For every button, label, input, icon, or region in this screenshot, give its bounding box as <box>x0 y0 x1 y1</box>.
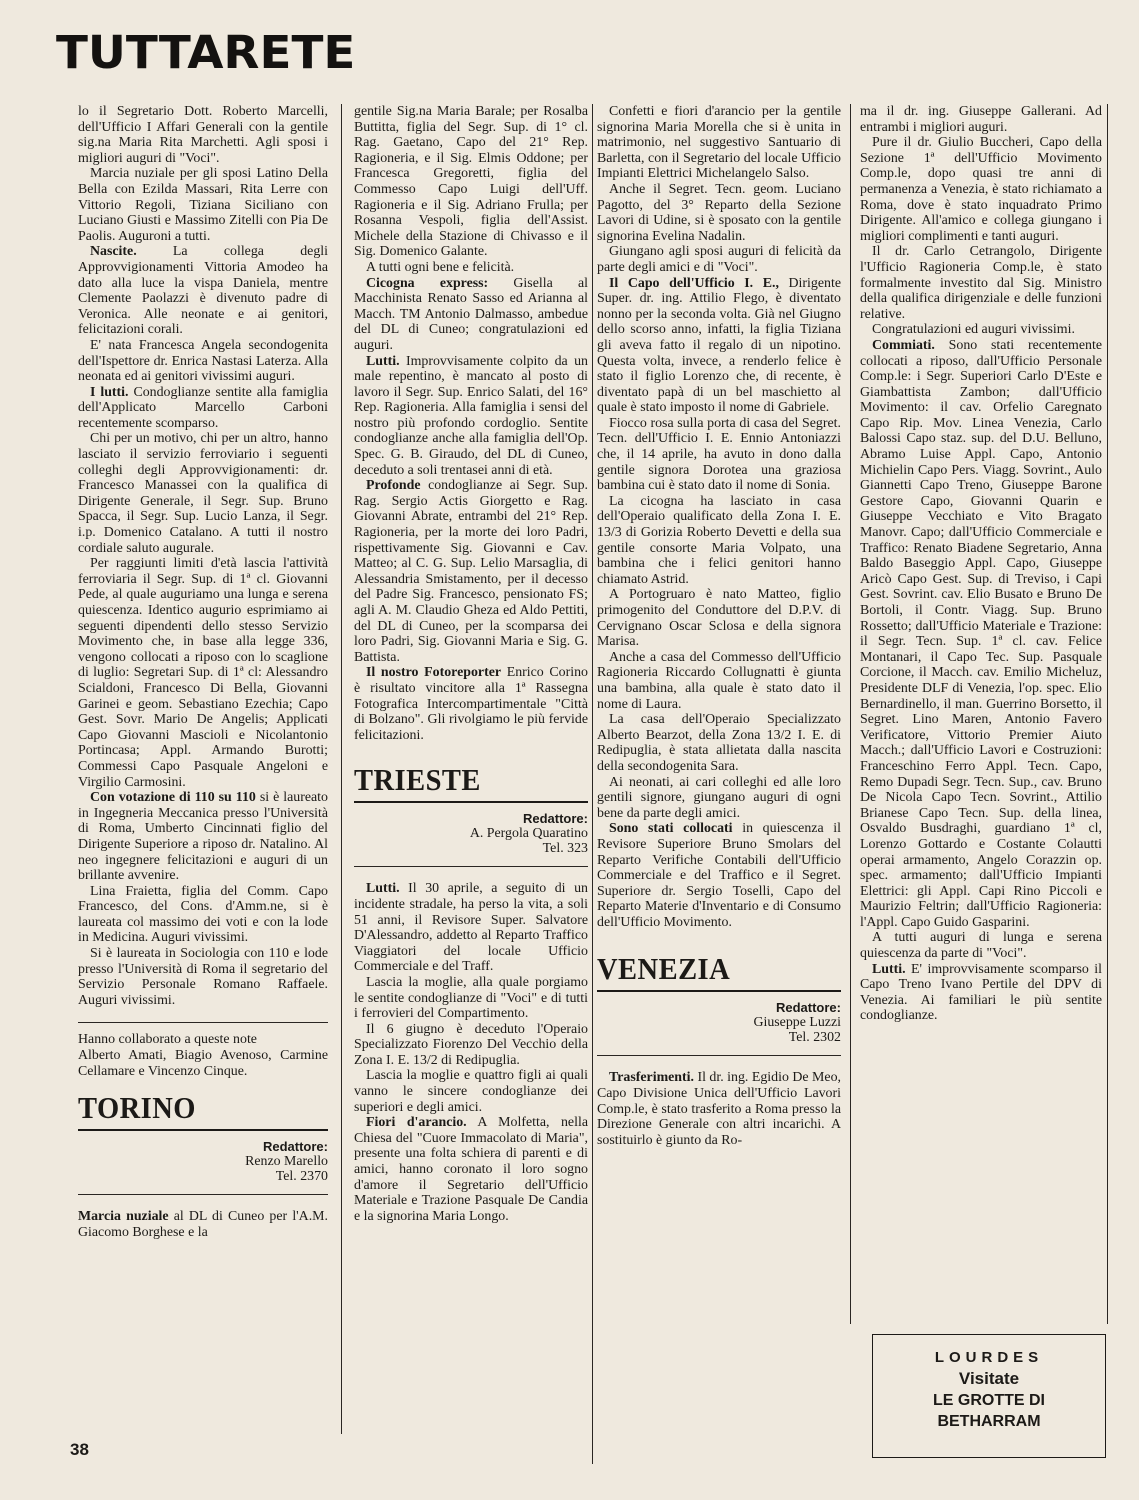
section-rule <box>354 801 588 803</box>
page-number: 38 <box>70 1440 89 1459</box>
paragraph-text: Anche il Segret. Tecn. geom. Luciano Pagotto, del 3° Reparto della Sezione Lavori di Udine, si è sposato con la gentile signorina Evelina Nadalin. <box>597 181 841 244</box>
divider-rule <box>78 1194 328 1195</box>
paragraph <box>78 431 328 556</box>
paragraph-text: Congratulazioni ed auguri vivissimi. <box>872 322 1075 338</box>
paragraph-lead: Profonde <box>366 478 421 494</box>
paragraph-text: A tutti ogni bene e felicità. <box>366 259 515 275</box>
paragraph <box>597 276 841 416</box>
paragraph-text: Gisella al Macchinista Renato Sasso ed Arianna al Macch. TM Antonio Dalmasso, ambedue del DL di Cuneo; congratulazioni ed auguri. <box>354 275 588 353</box>
paragraph-lead: Fiori d'arancio. <box>366 1115 467 1131</box>
paragraph-text: Per raggiunti limiti d'età lascia l'attività ferroviaria il Segr. Sup. di 1ª cl. Giovanni Pede, al quale auguriamo una lunga e serena quiescenza. Identico augurio esprimiamo ai seguenti dipendenti dello stesso Servizio Movimento che, in base alla legge 336, vengono collocati a riposo con lo scaglione di luglio: Segretari Sup. di 1ª cl: Alessandro Scialdoni, Francesco Di Bella, Giovanni Garinei e geom. Sebastiano Ezechia; Capo Gest. Sovr. Mario De Angelis; Applicati Capo Giovanni Mascioli e Nicolantonio Portincasa; Appl. Armando Burotti; Commessi Capo Pasquale Angeloni e Virgilio Carmosini. <box>78 556 328 790</box>
redattore-box <box>354 811 588 856</box>
paragraph-text: Il 30 aprile, a seguito di un incidente stradale, ha perso la vita, a soli 51 anni, il Revisore Super. Salvatore D'Alessandro, addetto al Reparto Traffico Viaggiatori del locale Ufficio Commerciale e del Traff. <box>354 881 588 975</box>
paragraph-text: A Molfetta, nella Chiesa del "Cuore Immacolato di Maria", presente una folta schiera di parenti e di amici, hanno coronato il loro sogno d'amore il Segretario dell'Ufficio Materiale e Trazione Pasquale De Candia e la signorina Maria Longo. <box>354 1115 588 1224</box>
paragraph-text: ma il dr. ing. Giuseppe Gallerani. Ad entrambi i migliori auguri. <box>860 104 1102 135</box>
paragraph <box>354 881 588 975</box>
paragraph <box>597 182 841 244</box>
paragraph <box>597 650 841 712</box>
paragraph-text: condoglianze ai Segr. Sup. Rag. Sergio Actis Giorgetto e Rag. Giovanni Abrate, entrambi del 21° Rep. Ragioneria, per la morte dei loro Padri, rispettivamente Sig. Giovanni e Cav. Matteo; al C. G. Sup. Lelio Marsaglia, di Alessandria Smistamento, per il decesso del Padre Sig. Francesco, pensionato FS; agli A. M. Claudio Gheza ed Aldo Pettiti, del DL di Cuneo, per la scomparsa dei loro Padri, Sig. Giovanni Maria e Sig. G. Battista. <box>354 478 588 665</box>
paragraph-lead: Lutti. <box>872 961 906 977</box>
redattore-label: Redattore: <box>262 1139 328 1155</box>
paragraph-lead: I lutti. <box>90 384 129 400</box>
paragraph <box>78 244 328 338</box>
paragraph-text: E' nata Francesca Angela secondogenita dell'Ispettore dr. Enrica Nastasi Laterza. Alla neonata ed ai genitori vivissimi auguri. <box>78 337 328 385</box>
redattore-name: A. Pergola Quaratino <box>469 826 588 842</box>
paragraph-lead: Lutti. <box>366 881 400 897</box>
trieste-paragraphs <box>354 881 588 1224</box>
torino-paragraph <box>78 1209 328 1240</box>
redattore-tel: Tel. 2302 <box>788 1030 841 1046</box>
paragraph-text: Il 6 giugno è deceduto l'Operaio Specializzato Fiorenzo Del Vecchio della Zona I. E. 13/2 di Redipuglia. <box>354 1021 588 1068</box>
paragraph-text: al DL di Cuneo per l'A.M. Giacomo Borghese e la <box>78 1209 329 1240</box>
paragraph-text: Sono stati recentemente collocati a riposo, dall'Ufficio Personale Comp.le: i Segr. Superiori Carlo D'Este e Giambattista Zambon; dall'Ufficio Movimento: il cav. Orfelio Caregnato Capo Rip. Mov. Linea Venezia, Carlo Balossi Capo staz. sup. del D.U. Belluno, Abramo Luise Appl. Capo, Antonio Michielin Capo Pers. Viagg. Sovrint., Aulo Giannetti Capo Treno, Giuseppe Barone Gestore Capo, Giovanni Quarin e Giuseppe Vecchiato e Vito Bragato Manovr. Capo; dall'Ufficio Commerciale e Traffico: Renato Biadene Segretario, Anna Baldo Baseggio Appl. Capo, Giuseppe Aricò Capo Gest. Sup. di Treviso, i Capi Gest. Sovrint. cav. Elio Busato e Bruno De Bortoli, il Contr. Viagg. Sup. Bruno Rossetto; dall'Ufficio Materiale e Trazione: il Segr. Tecn. Sup. 1ª cl. cav. Felice Montanari, il Capo Tec. Sup. Pasquale Corcione, il Macch. cav. Emilio Micheluz, Presidente DLF di Venezia, l'op. spec. Elio Bernardinello, il man. Guerrino Borsetto, il Segret. Lino Maren, Antonio Favero Verificatore, Vittorio Premier Aiuto Macch.; dall'Ufficio Lavori e Costruzioni: Franceschino Ferro Appl. Tecn. Capo, Remo Dupadi Segr. Tecn. Sup., cav. Bruno De Nicola Capo Tecn. Sovrint., Attilio Brianese Capo Tecn. Sup. della linea, Osvaldo Busdraghi, guardiano 1ª cl, Lorenzo Gottardo e Costante Colautti operai armamento, Angelo Corazzin op. spec. armamento; dall'Ufficio Impianti Elettrici: gli Appl. Capi Rino Piccoli e Maurizio Feltrin; dall'Ufficio Ragioneria: l'Appl. Capo Guido Gasparini. <box>860 337 1102 930</box>
divider-rule <box>354 866 588 867</box>
paragraph <box>597 494 841 588</box>
paragraph-text: A tutti auguri di lunga e serena quiescenza da parte di "Voci". <box>860 930 1102 962</box>
paragraph <box>597 244 841 275</box>
paragraph-text: in quiescenza il Revisore Superiore Bruno Smolars del Reparto Verifiche Contabili dell'Ufficio Commerciale e del Traffico e il Segret. Superiore dr. Sergio Toselli, Capo del Reparto Materie d'Inventario e di Consumo dell'Ufficio Movimento. <box>597 821 841 930</box>
paragraph <box>354 1022 588 1069</box>
column-divider <box>1107 104 1108 1324</box>
masthead: TUTTARETE <box>56 26 356 79</box>
paragraph <box>78 884 328 946</box>
paragraph-text: Improvvisamente colpito da un male repentino, è mancato al posto di lavoro il Segr. Sup. Enrico Salati, del 16° Rep. Ragioneria. Alla famiglia i sensi del nostro più profondo cordoglio. Sentite condoglianze anche alla famiglia dell'Op. Spec. G. B. Giraudo, del DL di Cuneo, deceduto a soli trentasei anni di età. <box>354 353 588 478</box>
paragraph-text: Chi per un motivo, chi per un altro, hanno lasciato il servizio ferroviario i seguenti colleghi degli Approvvigionamenti: dr. Francesco Manassei con la qualifica di Dirigente Generale, il Segr. Sup. Bruno Spacca, il Segr. Sup. Lucio Lanza, il Segr. i.p. Domenico Catalano. A tutti il nostro cordiale saluto augurale. <box>78 431 328 556</box>
paragraph <box>354 1068 588 1115</box>
paragraph <box>78 338 328 385</box>
section-title-trieste: TRIESTE <box>354 762 481 798</box>
paragraph <box>860 104 1102 135</box>
ad-line-1: LOURDES <box>934 1349 1044 1366</box>
paragraph <box>354 104 588 260</box>
paragraph <box>860 322 1102 338</box>
paragraph-text: Enrico Corino è risultato vincitore alla 1ª Rassegna Fotografica Intercompartimentale "Città di Bolzano". Gli rivolgiamo le più fervide felicitazioni. <box>354 665 588 743</box>
paragraph <box>860 930 1102 961</box>
collab-names: Alberto Amati, Biagio Avenoso, Carmine Cellamare e Vincenzo Cinque. <box>78 1048 328 1079</box>
paragraph-lead: Cicogna express: <box>366 275 489 291</box>
paragraph-text: Confetti e fiori d'arancio per la gentile signorina Maria Morella che si è unita in matrimonio, nel suggestivo Santuario di Barletta, con il Segretario del locale Ufficio Impianti Elettrici Michelangelo Salso. <box>597 104 841 182</box>
paragraph-lead: Sono stati collocati <box>609 821 733 837</box>
paragraph-text: E' improvvisamente scomparso il Capo Treno Ivano Pertile del DPV di Venezia. Ai familiari le più sentite condoglianze. <box>860 961 1102 1024</box>
paragraph-lead: Con votazione di 110 su 110 <box>90 790 256 806</box>
paragraph <box>597 775 841 822</box>
paragraph-text: Anche a casa del Commesso dell'Ufficio Ragioneria Riccardo Collugnatti è giunta una bambina, alla quale è stato dato il nome di Laura. <box>597 649 841 712</box>
paragraph-text: La casa dell'Operaio Specializzato Alberto Bearzot, della Zona 13/2 I. E. di Redipuglia, è stata allietata dalla nascita della secondogenita Sara. <box>597 712 841 774</box>
paragraph <box>860 338 1102 931</box>
section-title-venezia: VENEZIA <box>597 951 731 987</box>
section-title-torino: TORINO <box>78 1090 196 1126</box>
paragraph-text: La collega degli Approvvigionamenti Vittoria Amodeo ha dato alla luce la vispa Daniela, mentre Clemente Paolazzi è divenuto padre di Veronica. Alle neonate e ai genitori, felicitazioni corali. <box>78 244 328 338</box>
ad-line-4: BETHARRAM <box>937 1413 1041 1430</box>
paragraph <box>597 104 841 182</box>
paragraph-lead: Il Capo dell'Ufficio I. E., <box>609 275 779 291</box>
paragraph-text: Ai neonati, ai cari colleghi ed alle loro gentili signore, giungano auguri di ogni bene da parte degli amici. <box>597 774 841 821</box>
redattore-tel: Tel. 323 <box>542 841 588 857</box>
paragraph <box>860 135 1102 244</box>
section-rule <box>78 1129 328 1131</box>
column-divider <box>341 104 342 1434</box>
venezia-paragraph <box>597 1070 841 1148</box>
paragraph-lead: Trasferimenti. <box>609 1070 694 1086</box>
paragraph <box>597 416 841 494</box>
column-3 <box>597 104 841 1148</box>
column-1-paragraphs <box>78 104 328 1008</box>
paragraph <box>354 1115 588 1224</box>
paragraph-text: Si è laureata in Sociologia con 110 e lode presso l'Università di Roma il segretario del Servizio Personale Romano Raffaele. Auguri vivissimi. <box>78 946 328 1008</box>
paragraph-text: gentile Sig.na Maria Barale; per Rosalba Buttitta, figlia del Segr. Sup. di 1° cl. Rag. Gaetano, Capo del 21° Rep. Ragioneria, e il Sig. Elmis Oddone; per Francesca Gregoretti, figlia del Commesso Capo Luigi dell'Uff. Ragioneria e il Sig. Adriano Frulla; per Rosanna Vespoli, figlia dell'Assist. Michele della Stazione di Chivasso e il Sig. Domenico Galante. <box>354 104 588 260</box>
divider-rule <box>597 1055 841 1056</box>
paragraph <box>78 946 328 1008</box>
paragraph <box>860 962 1102 1024</box>
column-2-paragraphs <box>354 104 588 743</box>
redattore-label: Redattore: <box>775 1000 841 1016</box>
paragraph-text: Il dr. ing. Egidio De Meo, Capo Divisione Unica dell'Ufficio Lavori Comp.le, è stato trasferito a Roma presso la Direzione Generale con altri incarichi. A sostituirlo è giunto da Ro- <box>597 1070 841 1148</box>
paragraph-text: Giungano agli sposi auguri di felicità da parte degli amici e di "Voci". <box>597 244 841 275</box>
paragraph <box>597 587 841 649</box>
paragraph <box>354 478 588 665</box>
paragraph <box>354 276 588 354</box>
paragraph <box>78 385 328 432</box>
paragraph-lead: Nascite. <box>90 244 137 260</box>
paragraph <box>354 665 588 743</box>
ad-line-2: Visitate <box>958 1369 1020 1388</box>
paragraph <box>354 260 588 276</box>
paragraph-text: si è laureato in Ingegneria Meccanica presso l'Università di Roma, Umberto Cincinnati figlio del Dirigente Superiore a riposo dr. Natalino. Al neo ingegnere felicitazioni e auguri di un brillante avvenire. <box>78 790 328 884</box>
redattore-box <box>78 1139 328 1184</box>
paragraph-lead: Marcia nuziale <box>78 1209 169 1225</box>
paragraph <box>78 166 328 244</box>
paragraph-text: Marcia nuziale per gli sposi Latino Della Bella con Ezilda Massari, Rita Lerre con Vittorio Regoli, Tiziana Siciliano con Luciano Giusti e Massimo Zitelli con Pia De Paolis. Auguroni a tutti. <box>78 166 328 244</box>
lourdes-advertisement <box>872 1334 1106 1458</box>
paragraph-text: Condoglianze sentite alla famiglia dell'Applicato Marcello Carboni recentemente scomparso. <box>78 384 329 431</box>
redattore-name: Giuseppe Luzzi <box>753 1015 841 1031</box>
paragraph <box>597 712 841 774</box>
redattore-box <box>597 1000 841 1045</box>
paragraph-text: A Portogruaro è nato Matteo, figlio primogenito del Conduttore del D.P.V. di Cervignano Oscar Sclosa e della signora Marisa. <box>597 587 841 650</box>
paragraph <box>78 104 328 166</box>
column-4-paragraphs <box>860 104 1102 1024</box>
section-rule <box>597 990 841 992</box>
paragraph-lead: Lutti. <box>366 353 400 369</box>
column-3-paragraphs <box>597 104 841 930</box>
column-divider <box>850 104 851 1324</box>
paragraph <box>78 556 328 790</box>
paragraph <box>354 354 588 479</box>
redattore-name: Renzo Marello <box>245 1154 328 1170</box>
paragraph-text: Il dr. Carlo Cetrangolo, Dirigente l'Ufficio Ragioneria Comp.le, è stato formalmente investito dal Sig. Ministro della qualifica dirigenziale e delle funzioni relative. <box>860 244 1102 322</box>
paragraph <box>78 790 328 884</box>
redattore-label: Redattore: <box>522 811 588 827</box>
paragraph-lead: Commiati. <box>872 337 935 353</box>
paragraph-text: lo il Segretario Dott. Roberto Marcelli, dell'Ufficio I Affari Generali con la gentile sig.na Maria Rita Marchetti. Agli sposi i migliori auguri di "Voci". <box>78 104 328 166</box>
paragraph-lead: Il nostro Fotoreporter <box>366 665 502 681</box>
redattore-tel: Tel. 2370 <box>275 1169 328 1185</box>
paragraph <box>597 821 841 930</box>
column-divider <box>592 104 593 1464</box>
paragraph-text: Lascia la moglie, alla quale porgiamo le sentite condoglianze di "Voci" e di tutti i ferrovieri del Compartimento. <box>354 974 588 1022</box>
ad-line-3: LE GROTTE DI <box>933 1392 1045 1409</box>
column-1 <box>78 104 328 1240</box>
paragraph-text: Pure il dr. Giulio Buccheri, Capo della Sezione 1ª dell'Ufficio Movimento Comp.le, dopo quasi tre anni di permanenza a Venezia, è stato richiamato a Roma, dove è stato inquadrato Primo Dirigente. All'amico e collega giungano i migliori complimenti e tanti auguri. <box>860 135 1102 244</box>
paragraph-text: Lascia la moglie e quattro figli ai quali vanno le sincere condoglianze dei superiori e degli amici. <box>354 1068 588 1115</box>
paragraph-text: La cicogna ha lasciato in casa dell'Operaio qualificato della Zona I. E. 13/3 di Gorizia Roberto Devetti e della sua gentile consorte Maria Volpato, una bambina che i felici genitori hanno chiamato Astrid. <box>597 493 841 587</box>
paragraph <box>354 975 588 1022</box>
divider-rule <box>78 1022 328 1023</box>
column-4 <box>860 104 1102 1024</box>
paragraph-text: Fiocco rosa sulla porta di casa del Segret. Tecn. dell'Ufficio I. E. Ennio Antoniazzi che, il 14 aprile, ha avuto in dono dalla gentile signora Dorotea una graziosa bambina cui è stato dato il nome di Sonia. <box>597 415 841 494</box>
collab-label: Hanno collaborato a queste note <box>78 1032 257 1048</box>
paragraph <box>860 244 1102 322</box>
paragraph-text: Lina Fraietta, figlia del Comm. Capo Francesco, del Cons. d'Amm.ne, si è laureata col massimo dei voti e con la lode in Medicina. Auguri vivissimi. <box>78 883 328 946</box>
column-2 <box>354 104 588 1224</box>
paragraph-text: Dirigente Super. dr. ing. Attilio Flego, è diventato nonno per la seconda volta. Già nel Giugno dello scorso anno, infatti, la figlia Tiziana gli aveva fatto il regalo di un nipotino. Questa volta, invece, a renderlo felice è stato il figlio Lorenzo che, di recente, è diventato papà di un bel maschietto al quale è stato imposto il nome di Gabriele. <box>597 275 841 416</box>
